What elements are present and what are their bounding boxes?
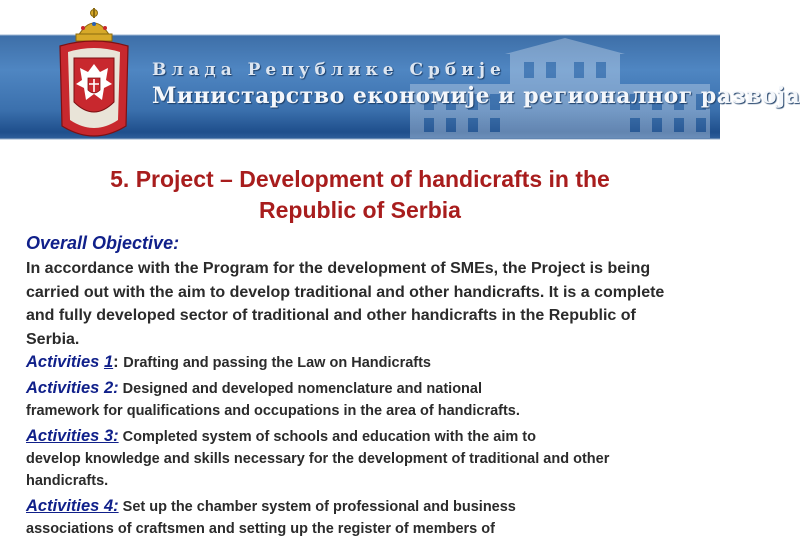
activity-label: Activities 2: (26, 379, 119, 397)
activity-text: Completed system of schools and education with the aim to (118, 429, 536, 445)
slide-title-line-1: 5. Project – Development of handicrafts in the (110, 166, 610, 192)
slide-title (30, 164, 690, 226)
objective-text: In accordance with the Program for the development of SMEs, the Project is being carried out with the aim to develop traditional and other handicrafts. It is a complete and fully developed sector of traditional and other handicrafts in the Republic of Serbia. (26, 260, 665, 348)
activity-label-text: Activities (26, 353, 104, 371)
slide-title-line-2: Republic of Serbia (259, 197, 461, 223)
activity-item-4 (26, 495, 676, 540)
objective-heading: Overall Objective: (26, 233, 180, 253)
activity-number: 1 (103, 353, 114, 371)
slide-body (26, 232, 676, 540)
activity-label (26, 353, 123, 371)
activity-text-continued: associations of craftsmen and setting up the register of members of (26, 521, 495, 537)
activity-item-2 (26, 377, 676, 422)
activity-label: Activities 3: (26, 427, 119, 445)
activity-text: Set up the chamber system of professional and business (118, 499, 516, 515)
activity-separator: : (113, 353, 124, 371)
activity-label: Activities 4: (26, 497, 119, 515)
activity-item-1 (26, 351, 676, 374)
government-name: Влада Републике Србије (152, 60, 506, 80)
activity-text: Designed and developed nomenclature and national (118, 381, 482, 397)
header-banner (0, 0, 800, 148)
ministry-name: Министарство економије и регионалног развоја (152, 83, 800, 109)
activity-item-3 (26, 425, 676, 492)
activity-text-continued: framework for qualifications and occupations in the area of handicrafts. (26, 403, 520, 419)
activity-text: Drafting and passing the Law on Handicrafts (123, 355, 431, 371)
activity-text-continued: develop knowledge and skills necessary for the development of traditional and other handicrafts. (26, 451, 610, 489)
serbian-coat-of-arms-icon (56, 6, 132, 146)
